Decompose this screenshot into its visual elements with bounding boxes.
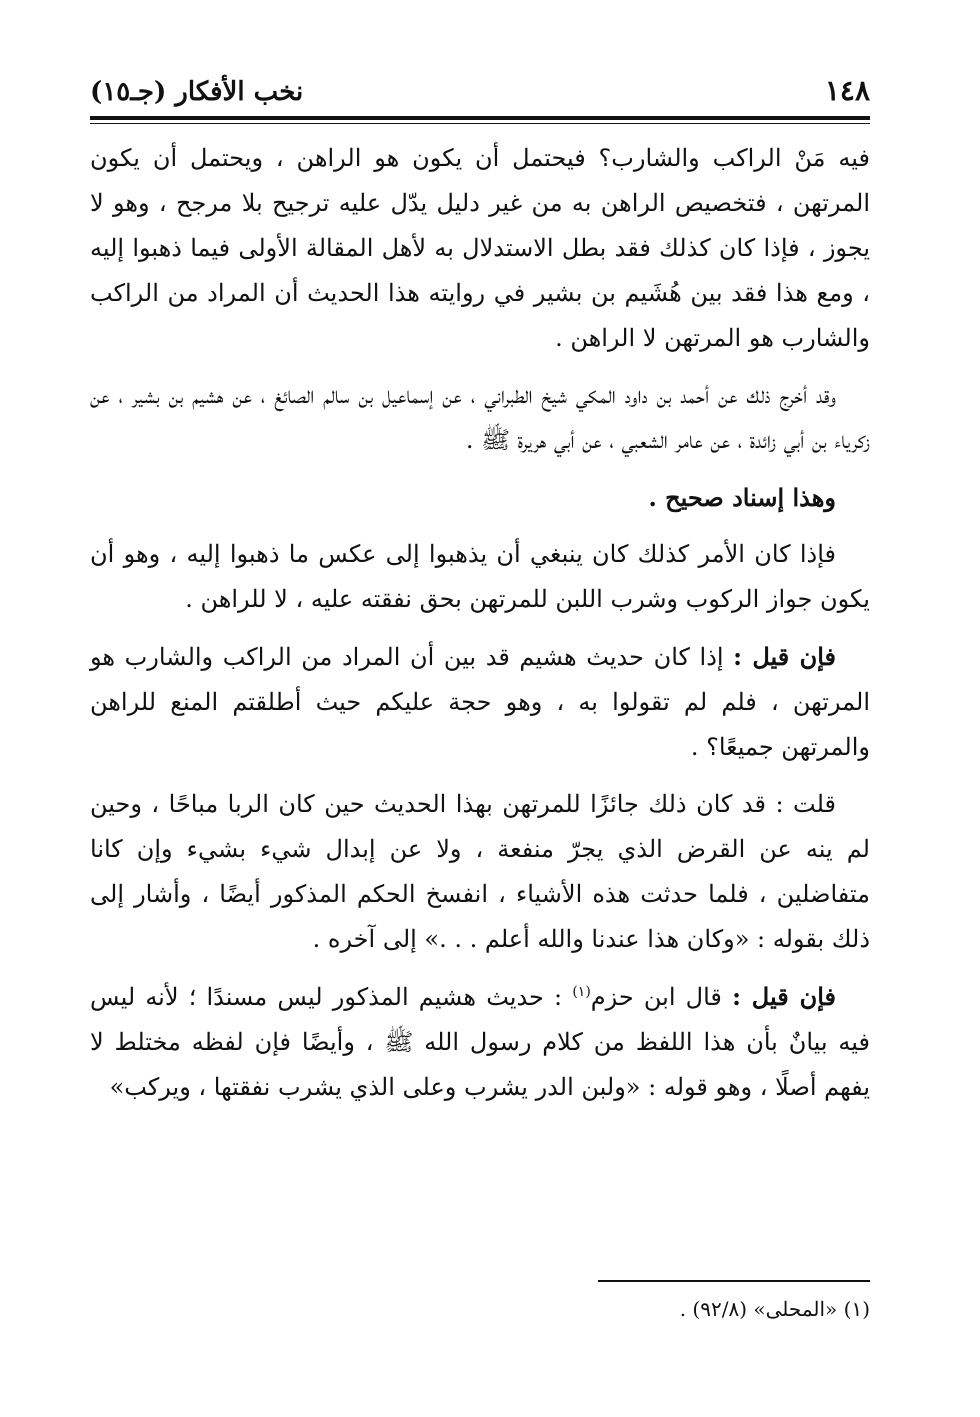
footnote-reference[interactable]: (١) bbox=[572, 984, 591, 1000]
paragraph-6: قلت : قد كان ذلك جائزًا للمرتهن بهذا الحديث حين كان الربا مباحًا ، وحين لم ينه عن القرض الذي يجرّ منفعة ، ولا عن إبدال شيء بشيء وإن كانا متفاضلين ، فلما حدثت هذه الأشياء ، انفسخ الحكم المذكور أيضًا ، وأشار إلى ذلك بقوله : «وكان هذا عندنا والله أعلم . . .» إلى آخره . bbox=[90, 790, 870, 953]
paragraph-5-text: إذا كان حديث هشيم قد بين أن المراد من الراكب والشارب هو المرتهن ، فلم لم تقولوا به ، وهو حجة عليكم حيث أطلقتم المنع للراهن والمرتهن جميعًا؟ . bbox=[90, 643, 870, 761]
header-rule-thick bbox=[90, 116, 870, 120]
paragraph-7-lead: فإن قيل : bbox=[732, 982, 836, 1011]
paragraph-4: فإذا كان الأمر كذلك كان ينبغي أن يذهبوا إلى عكس ما ذهبوا إليه ، وهو أن يكون جواز الركوب وشرب اللبن للمرتهن بحق نفقته عليه ، لا للراهن . bbox=[90, 540, 870, 613]
paragraph-7-text-b: : حديث هشيم المذكور ليس مسندًا ؛ لأنه ليس فيه بيانٌ بأن هذا اللفظ من كلام رسول الله ﷺ ، وأيضًا فإن لفظه مختلط لا يفهم أصلًا ، وهو قوله : «ولبن الدر يشرب وعلى الذي يشرب نفقتها ، ويركب» bbox=[90, 983, 870, 1101]
paragraph-5-lead: فإن قيل : bbox=[733, 642, 836, 671]
header-rule-thin bbox=[90, 123, 870, 124]
document-page bbox=[90, 74, 870, 1122]
body-text bbox=[90, 136, 870, 1110]
paragraph-7 bbox=[90, 974, 870, 1110]
page-number: ١٤٨ bbox=[824, 74, 870, 107]
footnote: (١) «المحلى» (٩٢/٨) . bbox=[679, 1297, 870, 1321]
paragraph-5 bbox=[90, 634, 870, 770]
footnote-separator bbox=[598, 1280, 870, 1282]
paragraph-7-text-a: قال ابن حزم bbox=[590, 983, 722, 1011]
page-header bbox=[90, 74, 870, 114]
paragraph-2: وقد أخرج ذلك عن أحمد بن داود المكي شيخ الطبراني ، عن إسماعيل بن سالم الصائغ ، عن هشيم بن بشير ، عن زكرياء بن أبي زائدة ، عن عامر الشعبي ، عن أبي هريرة ﷺ . bbox=[90, 381, 870, 454]
paragraph-3-heading: وهذا إسناد صحيح . bbox=[648, 483, 836, 512]
book-title: نخب الأفكار (جـ١٥) bbox=[90, 77, 304, 107]
paragraph-1: فيه مَنْ الراكب والشارب؟ فيحتمل أن يكون هو الراهن ، ويحتمل أن يكون المرتهن ، فتخصيص الراهن به من غير دليل يدّل عليه ترجيح بلا مرجح ، وهو لا يجوز ، فإذا كان كذلك فقد بطل الاستدلال به لأهل المقالة الأولى فيما ذهبوا إليه ، ومع هذا فقد بين هُشَيم بن بشير في روايته هذا الحديث أن المراد من الراكب والشارب هو المرتهن لا الراهن . bbox=[90, 144, 871, 352]
